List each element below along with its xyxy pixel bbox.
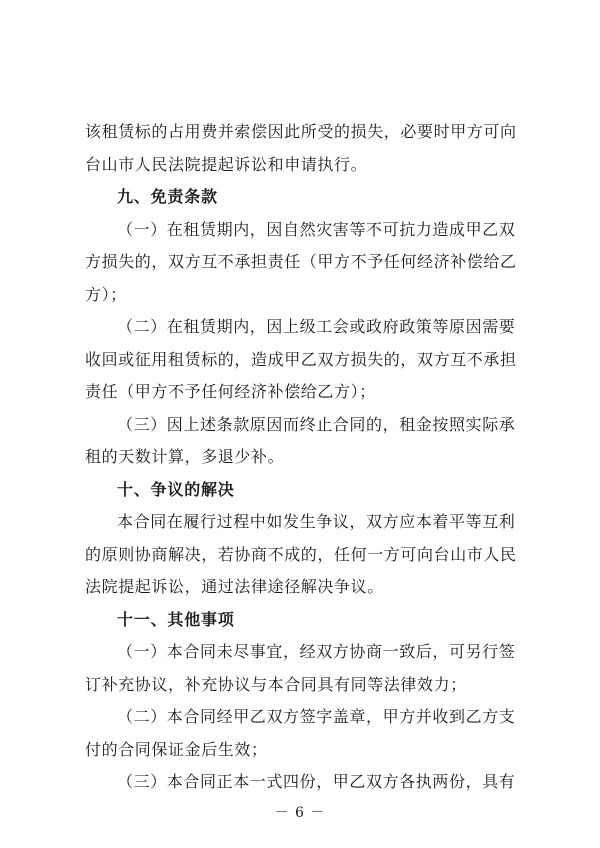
body-text-line: （三）因上述条款原因而终止合同的，租金按照实际承 <box>117 415 516 434</box>
body-text-line: 台山市人民法院提起诉讼和申请执行。 <box>85 155 368 174</box>
body-text-line: （二）在租赁期内，因上级工会或政府政策等原因需要 <box>117 317 516 336</box>
section-heading-9: 九、免责条款 <box>117 187 218 206</box>
body-text-line: 订补充协议，补充协议与本合同具有同等法律效力； <box>85 675 467 694</box>
body-text-line: 收回或征用租赁标的，造成甲乙双方损失的，双方互不承担 <box>85 350 517 369</box>
body-text-line: 租的天数计算，多退少补。 <box>85 447 285 466</box>
body-text-line: 方）； <box>85 285 127 304</box>
page-number: － 6 － <box>274 805 326 821</box>
body-text-line: 的原则协商解决，若协商不成的，任何一方可向台山市人民 <box>85 545 517 564</box>
section-heading-10: 十、争议的解决 <box>117 480 235 499</box>
body-text-line: （三）本合同正本一式四份，甲乙双方各执两份，具有 <box>117 772 516 791</box>
body-text-line: 法院提起诉讼，通过法律途径解决争议。 <box>85 577 384 596</box>
body-text-line: 责任（甲方不予任何经济补偿给乙方）； <box>85 382 376 401</box>
body-text-line: 本合同在履行过程中如发生争议，双方应本着平等互利 <box>117 512 516 531</box>
body-text-line: （二）本合同经甲乙双方签字盖章，甲方并收到乙方支 <box>117 707 516 726</box>
body-text-line: 该租赁标的占用费并索偿因此所受的损失，必要时甲方可向 <box>85 122 517 141</box>
body-text-line: 付的合同保证金后生效； <box>85 740 268 759</box>
section-heading-11: 十一、其他事项 <box>117 610 235 629</box>
body-text-line: （一）在租赁期内，因自然灾害等不可抗力造成甲乙双 <box>117 220 516 239</box>
body-text-line: 方损失的，双方互不承担责任（甲方不予任何经济补偿给乙 <box>85 252 517 271</box>
body-text-line: （一）本合同未尽事宜，经双方协商一致后，可另行签 <box>117 642 516 661</box>
